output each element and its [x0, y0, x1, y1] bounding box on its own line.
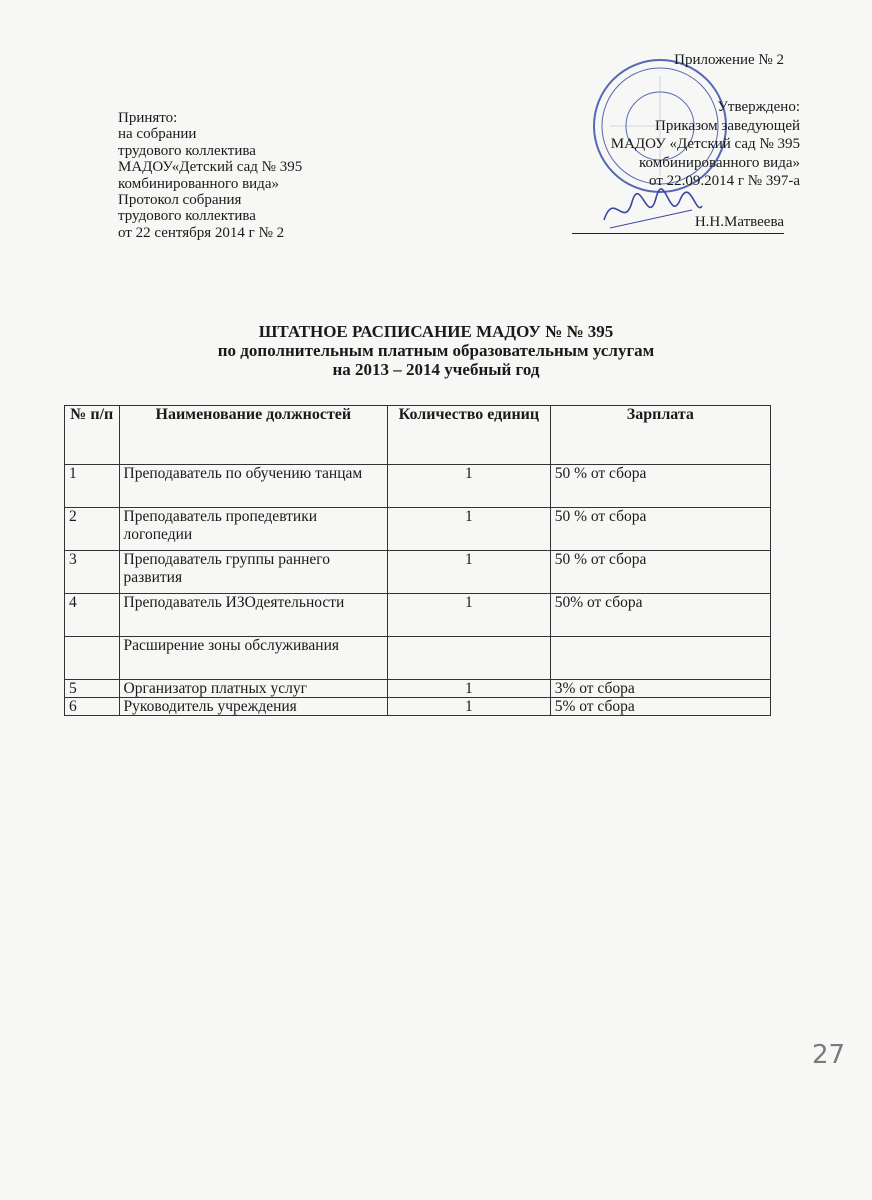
table-row: [65, 698, 771, 716]
accepted-line: трудового коллектива: [118, 142, 256, 159]
cell-num: 1: [65, 465, 120, 508]
accepted-line: на собрании: [118, 126, 197, 143]
cell-num: [65, 637, 120, 680]
cell-qty: 1: [388, 680, 551, 698]
signature-line: [572, 233, 784, 234]
approved-block: [611, 98, 800, 191]
cell-name: Преподаватель группы раннего развития: [119, 551, 388, 594]
cell-qty: 1: [388, 698, 551, 716]
appendix-label: Приложение № 2: [674, 52, 784, 68]
table-row: [65, 680, 771, 698]
accepted-line: Протокол собрания: [118, 192, 242, 209]
cell-qty: 1: [388, 508, 551, 551]
approved-line: МАДОУ «Детский сад № 395: [610, 136, 800, 152]
title-line-3: на 2013 – 2014 учебный год: [332, 360, 540, 379]
cell-salary: 5% от сбора: [550, 698, 770, 716]
staff-table: [64, 405, 771, 716]
signer-name: Н.Н.Матвеева: [694, 214, 784, 230]
title-line-2: по дополнительным платным образовательным услугам: [217, 341, 655, 360]
accepted-line: от 22 сентября 2014 г № 2: [118, 224, 285, 241]
header-qty: Количество единиц: [388, 406, 551, 465]
approved-line: комбинированного вида»: [639, 154, 800, 171]
cell-num: 3: [65, 551, 120, 594]
table-row: [65, 465, 771, 508]
accepted-line: комбинированного вида»: [118, 175, 279, 192]
margin-page-mark: 27: [812, 1040, 846, 1070]
cell-num: 6: [65, 698, 120, 716]
header-name: Наименование должностей: [119, 406, 388, 465]
cell-qty: 1: [388, 594, 551, 637]
title-line-1: ШТАТНОЕ РАСПИСАНИЕ МАДОУ № № 395: [258, 322, 614, 341]
table-header-row: [65, 406, 771, 465]
document-title: [0, 322, 872, 379]
table-row: [65, 508, 771, 551]
cell-num: 4: [65, 594, 120, 637]
cell-name: Расширение зоны обслуживания: [119, 637, 388, 680]
header-salary: Зарплата: [550, 406, 770, 465]
cell-num: 5: [65, 680, 120, 698]
table-row: [65, 637, 771, 680]
cell-name: Организатор платных услуг: [119, 680, 388, 698]
cell-salary: 3% от сбора: [550, 680, 770, 698]
cell-qty: 1: [388, 551, 551, 594]
cell-salary: 50% от сбора: [550, 594, 770, 637]
cell-qty: [388, 637, 551, 680]
cell-name: Руководитель учреждения: [119, 698, 388, 716]
cell-salary: [550, 637, 770, 680]
cell-name: Преподаватель по обучению танцам: [119, 465, 388, 508]
table-row: [65, 594, 771, 637]
accepted-line: Принято:: [118, 110, 178, 126]
accepted-line: трудового коллектива: [118, 208, 256, 225]
approved-line: Утверждено:: [717, 99, 800, 115]
cell-num: 2: [65, 508, 120, 551]
approved-line: Приказом заведующей: [655, 117, 800, 134]
accepted-block: [118, 110, 302, 241]
cell-salary: 50 % от сбора: [550, 465, 770, 508]
cell-name: Преподаватель ИЗОдеятельности: [119, 594, 388, 637]
cell-qty: 1: [388, 465, 551, 508]
cell-salary: 50 % от сбора: [550, 551, 770, 594]
cell-salary: 50 % от сбора: [550, 508, 770, 551]
header-num: № п/п: [65, 406, 120, 465]
table-row: [65, 551, 771, 594]
accepted-line: МАДОУ«Детский сад № 395: [118, 159, 303, 176]
approved-line: от 22.09.2014 г № 397-а: [649, 173, 800, 189]
cell-name: Преподаватель пропедевтики логопедии: [119, 508, 388, 551]
